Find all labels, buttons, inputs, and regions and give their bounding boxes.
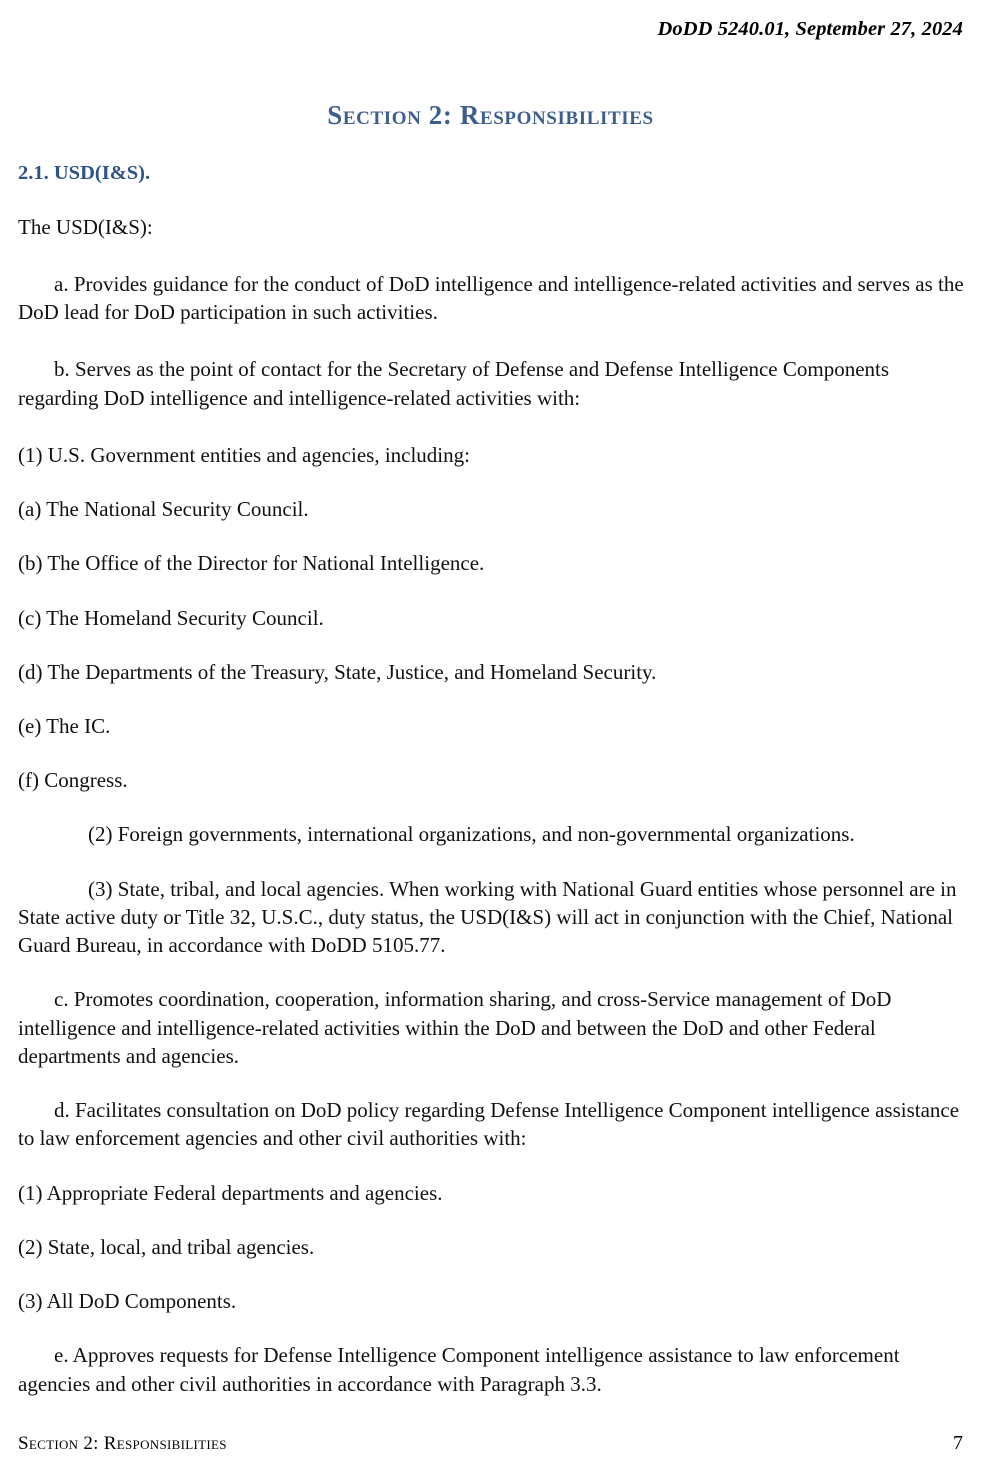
paragraph-d-3: (3) All DoD Components. <box>18 1289 237 1314</box>
spacer <box>18 1261 964 1287</box>
paragraph-b-1-a: (a) The National Security Council. <box>18 497 309 522</box>
spacer <box>18 578 964 604</box>
lead-in-text: The USD(I&S): <box>18 214 153 239</box>
spacer <box>18 849 964 875</box>
spacer <box>18 686 964 712</box>
spacer <box>18 740 964 766</box>
page-footer <box>18 1432 963 1455</box>
paragraph-b-1-c: (c) The Homeland Security Council. <box>18 605 324 630</box>
paragraph-d-1: (1) Appropriate Federal departments and agencies. <box>18 1180 443 1205</box>
spacer <box>18 632 964 658</box>
spacer <box>18 412 964 441</box>
paragraph-b-1-d: (d) The Departments of the Treasury, State, Justice, and Homeland Security. <box>18 659 657 684</box>
paragraph-b-3: (3) State, tribal, and local agencies. When working with National Guard entities whose personnel are in State active duty or Title 32, U.S.C., duty status, the USD(I&S) will act in conjunction with the Chief, National Guard Bureau, in accordance with DoDD 5105.77. <box>18 876 957 958</box>
spacer <box>18 959 964 985</box>
spacer <box>18 1070 964 1096</box>
page-title: Section 2: Responsibilities <box>327 100 654 131</box>
running-header: DoDD 5240.01, September 27, 2024 <box>657 18 963 40</box>
footer-section-label: Section 2: Responsibilities <box>18 1433 227 1454</box>
subsection-heading-2-1: 2.1. USD(I&S). <box>18 162 151 184</box>
paragraph-a: a. Provides guidance for the conduct of DoD intelligence and intelligence-related activities and serves as the DoD lead for DoD participation in such activities. <box>18 271 964 325</box>
spacer <box>18 187 964 213</box>
spacer <box>18 1315 964 1341</box>
paragraph-b-1-f: (f) Congress. <box>18 768 128 793</box>
footer-page-number: 7 <box>953 1432 963 1454</box>
paragraph-b-1-e: (e) The IC. <box>18 713 111 738</box>
paragraph-b-2: (2) Foreign governments, international organizations, and non-governmental organizations. <box>88 822 855 847</box>
paragraph-e: e. Approves requests for Defense Intelligence Component intelligence assistance to law enforcement agencies and other civil authorities in accordance with Paragraph 3.3. <box>18 1343 900 1396</box>
paragraph-c: c. Promotes coordination, cooperation, information sharing, and cross-Service management of DoD intelligence and intelligence-related activities within the DoD and between the DoD and other Federal departments and agencies. <box>18 987 892 1068</box>
paragraph-d-2: (2) State, local, and tribal agencies. <box>18 1234 315 1259</box>
spacer <box>18 794 964 820</box>
paragraph-b: b. Serves as the point of contact for the Secretary of Defense and Defense Intelligence Components regarding DoD intelligence and intelligence-related activities with: <box>18 357 890 410</box>
spacer <box>18 241 964 270</box>
paragraph-d: d. Facilitates consultation on DoD policy regarding Defense Intelligence Component intelligence assistance to law enforcement agencies and other civil authorities with: <box>18 1098 960 1151</box>
paragraph-b-1-b: (b) The Office of the Director for National Intelligence. <box>18 551 485 576</box>
spacer <box>18 1207 964 1233</box>
spacer <box>18 1153 964 1179</box>
paragraph-b-1: (1) U.S. Government entities and agencies, including: <box>18 442 470 467</box>
document-body <box>18 160 964 1398</box>
spacer <box>18 469 964 495</box>
spacer <box>18 326 964 355</box>
spacer <box>18 523 964 549</box>
